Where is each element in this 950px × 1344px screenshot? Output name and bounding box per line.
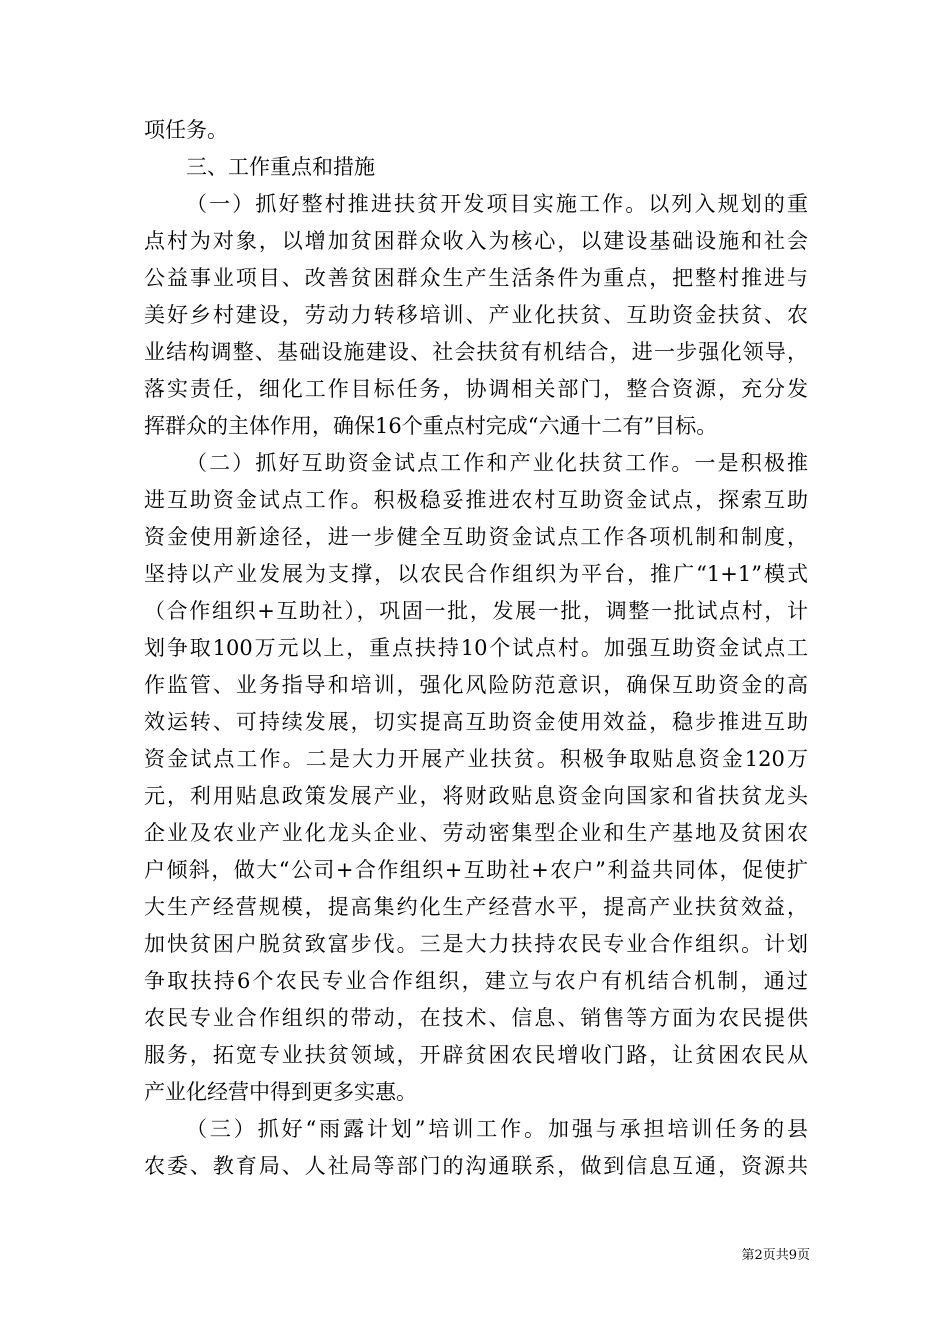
text-line: 点村为对象，以增加贫困群众收入为核心，以建设基础设施和社会 bbox=[144, 229, 808, 253]
text-line: 三、工作重点和措施 bbox=[186, 155, 375, 179]
text-line: 坚持以产业发展为支撑，以农民合作组织为平台，推广“1+1”模式 bbox=[144, 562, 808, 586]
text-line: 大生产经营规模，提高集约化生产经营水平，提高产业扶贫效益， bbox=[144, 895, 808, 919]
text-line: 划争取100万元以上，重点扶持10个试点村。加强互助资金试点工 bbox=[144, 636, 808, 660]
text-line: 资金使用新途径，进一步健全互助资金试点工作各项机制和制度， bbox=[144, 525, 808, 549]
text-line: 农民专业合作组织的带动，在技术、信息、销售等方面为农民提供 bbox=[144, 1006, 808, 1030]
text-line: （一）抓好整村推进扶贫开发项目实施工作。以列入规划的重 bbox=[186, 192, 808, 216]
text-line: 加快贫困户脱贫致富步伐。三是大力扶持农民专业合作组织。计划 bbox=[144, 932, 808, 956]
text-line: 产业化经营中得到更多实惠。 bbox=[144, 1080, 417, 1104]
text-line: 服务，拓宽专业扶贫领域，开辟贫困农民增收门路，让贫困农民从 bbox=[144, 1043, 808, 1067]
text-line: 落实责任，细化工作目标任务，协调相关部门，整合资源，充分发 bbox=[144, 377, 808, 401]
text-line: （二）抓好互助资金试点工作和产业化扶贫工作。一是积极推 bbox=[186, 451, 808, 475]
text-line: 企业及农业产业化龙头企业、劳动密集型企业和生产基地及贫困农 bbox=[144, 821, 808, 845]
text-line: （三）抓好“雨露计划”培训工作。加强与承担培训任务的县 bbox=[186, 1117, 808, 1141]
text-line: 作监管、业务指导和培训，强化风险防范意识，确保互助资金的高 bbox=[144, 673, 808, 697]
text-line: 争取扶持6个农民专业合作组织，建立与农户有机结合机制，通过 bbox=[144, 969, 808, 993]
text-line: 效运转、可持续发展，切实提高互助资金使用效益，稳步推进互助 bbox=[144, 710, 808, 734]
text-line: 挥群众的主体作用，确保16个重点村完成“六通十二有”目标。 bbox=[144, 414, 718, 438]
text-line: 项任务。 bbox=[144, 118, 228, 142]
text-line: 公益事业项目、改善贫困群众生产生活条件为重点，把整村推进与 bbox=[144, 266, 808, 290]
text-line: （合作组织+互助社），巩固一批，发展一批，调整一批试点村，计 bbox=[144, 599, 808, 623]
text-line: 资金试点工作。二是大力开展产业扶贫。积极争取贴息资金120万 bbox=[144, 747, 808, 771]
text-line: 业结构调整、基础设施建设、社会扶贫有机结合，进一步强化领导， bbox=[144, 340, 808, 364]
text-line: 元，利用贴息政策发展产业，将财政贴息资金向国家和省扶贫龙头 bbox=[144, 784, 808, 808]
document-body bbox=[144, 112, 808, 1185]
page-number: 第2页共9页 bbox=[741, 1248, 810, 1263]
text-line: 美好乡村建设，劳动力转移培训、产业化扶贫、互助资金扶贫、农 bbox=[144, 303, 808, 327]
text-line: 户倾斜，做大“公司+合作组织+互助社+农户”利益共同体，促使扩 bbox=[144, 858, 808, 882]
text-line: 农委、教育局、人社局等部门的沟通联系，做到信息互通，资源共 bbox=[144, 1154, 808, 1178]
text-line: 进互助资金试点工作。积极稳妥推进农村互助资金试点，探索互助 bbox=[144, 488, 808, 512]
